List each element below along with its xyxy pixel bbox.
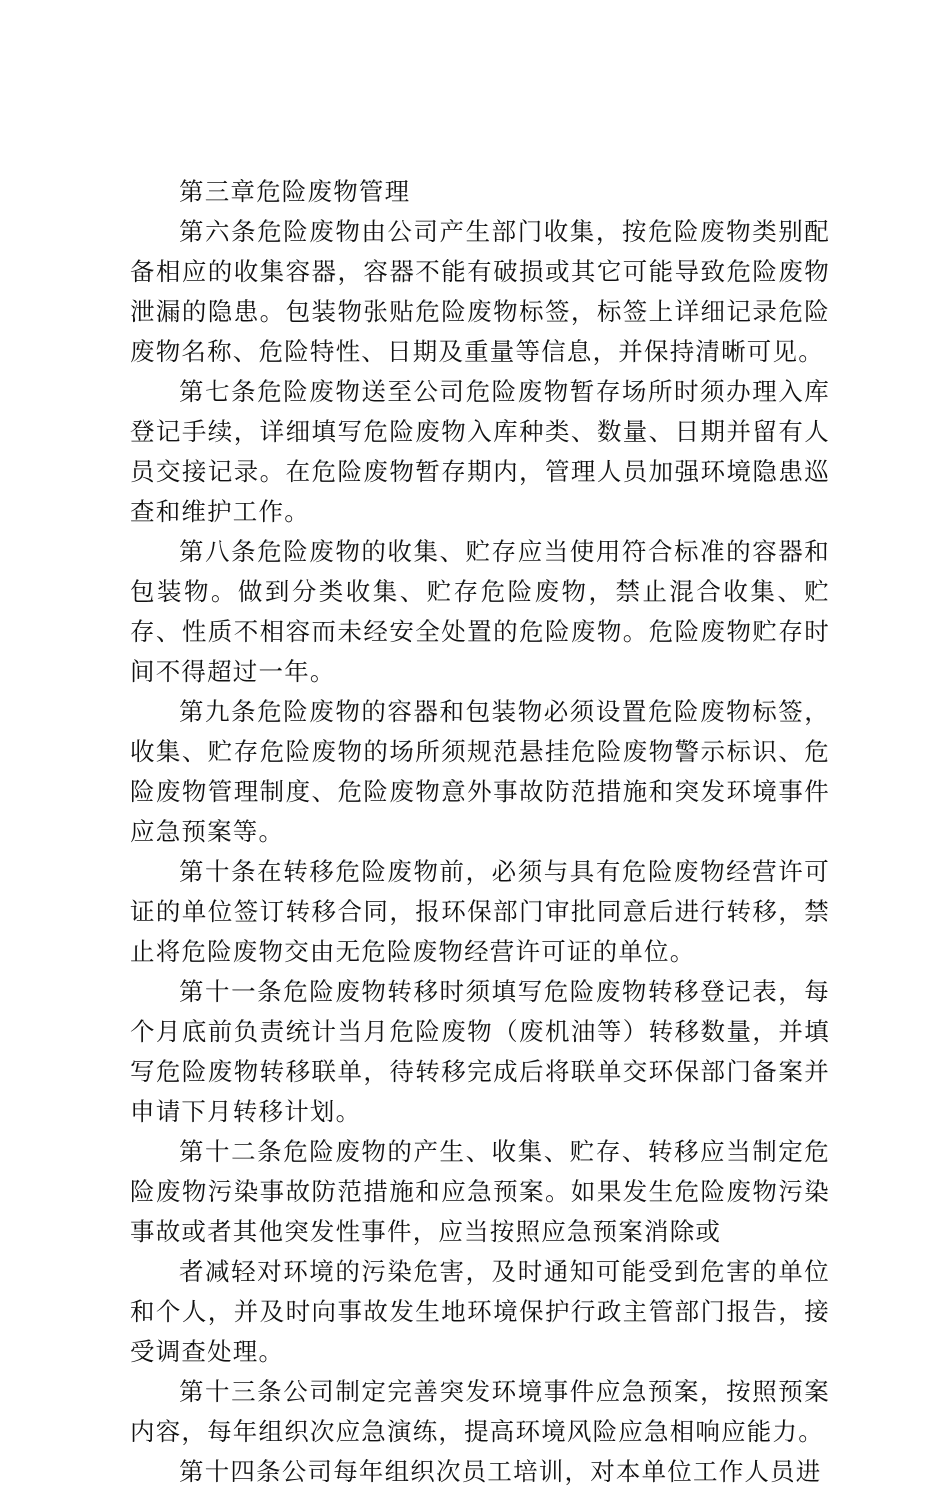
chapter-title: 第三章危险废物管理 bbox=[179, 177, 411, 206]
article-9: 第九条危险废物的容器和包装物必须设置危险废物标签，收集、贮存危险废物的场所须规范悬挂危险废物警示标识、危险废物管理制度、危险废物意外事故防范措施和突发环境事件应急预案等。 bbox=[130, 697, 830, 846]
article-6: 第六条危险废物由公司产生部门收集，按危险废物类别配备相应的收集容器，容器不能有破损或其它可能导致危险废物泄漏的隐患。包装物张贴危险废物标签，标签上详细记录危险废物名称、危险特性、日期及重量等信息，并保持清晰可见。 bbox=[130, 217, 830, 366]
article-14: 第十四条公司每年组织次员工培训，对本单位工作人员进 bbox=[179, 1457, 822, 1486]
article-12-continued: 者减轻对环境的污染危害，及时通知可能受到危害的单位和个人，并及时向事故发生地环境保护行政主管部门报告，接受调查处理。 bbox=[130, 1257, 830, 1366]
article-8: 第八条危险废物的收集、贮存应当使用符合标准的容器和包装物。做到分类收集、贮存危险废物，禁止混合收集、贮存、性质不相容而未经安全处置的危险废物。危险废物贮存时间不得超过一年。 bbox=[130, 537, 830, 686]
document-body bbox=[130, 172, 830, 1492]
article-13: 第十三条公司制定完善突发环境事件应急预案，按照预案内容，每年组织次应急演练，提高环境风险应急相响应能力。 bbox=[130, 1377, 830, 1446]
article-12: 第十二条危险废物的产生、收集、贮存、转移应当制定危险废物污染事故防范措施和应急预案。如果发生危险废物污染事故或者其他突发性事件，应当按照应急预案消除或 bbox=[130, 1137, 830, 1246]
article-7: 第七条危险废物送至公司危险废物暂存场所时须办理入库登记手续，详细填写危险废物入库种类、数量、日期并留有人员交接记录。在危险废物暂存期内，管理人员加强环境隐患巡查和维护工作。 bbox=[130, 377, 830, 526]
article-10: 第十条在转移危险废物前，必须与具有危险废物经营许可证的单位签订转移合同，报环保部门审批同意后进行转移，禁止将危险废物交由无危险废物经营许可证的单位。 bbox=[130, 857, 830, 966]
article-11: 第十一条危险废物转移时须填写危险废物转移登记表，每个月底前负责统计当月危险废物（废机油等）转移数量，并填写危险废物转移联单，待转移完成后将联单交环保部门备案并申请下月转移计划。 bbox=[130, 977, 830, 1126]
